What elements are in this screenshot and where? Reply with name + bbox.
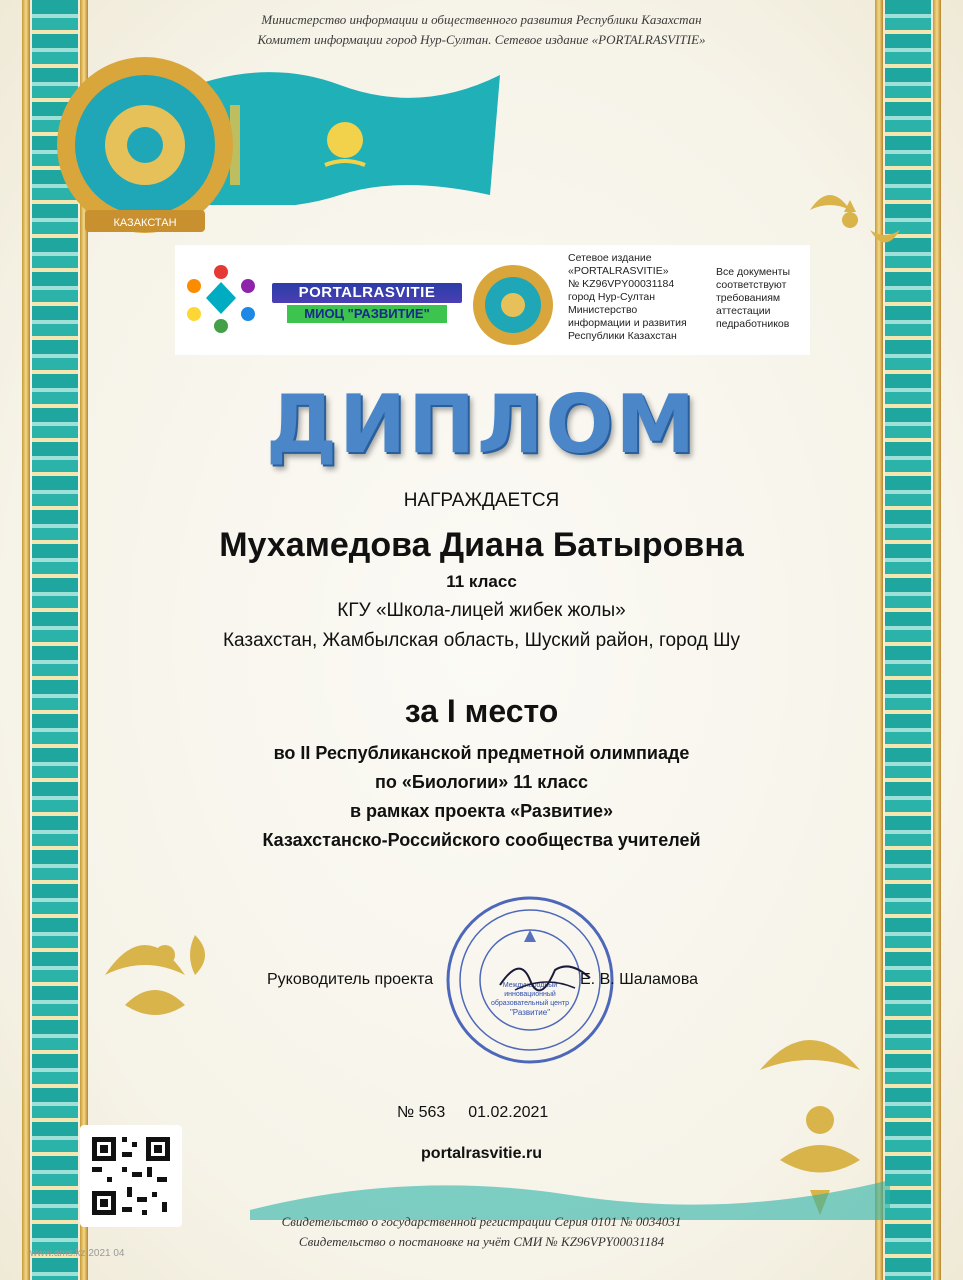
ministry-header-line: Министерство информации и общественного развития Республики Казахстан (261, 12, 702, 27)
event-line: в рамках проекта «Развитие» (349, 801, 614, 821)
state-emblem-icon (30, 40, 260, 240)
portal-people-logo-icon (178, 262, 264, 334)
record-number: № 563 (397, 1104, 446, 1121)
recipient-address: Казахстан, Жамбылская область, Шуский район, город Шу (222, 630, 741, 651)
diploma-title: ДИПЛОМ (265, 378, 698, 471)
committee-header-line: Комитет информации город Нур-Султан. Сетевое издание «PORTALRASVITIE» (257, 32, 706, 47)
award-place: за I место (404, 693, 559, 729)
portal-sub-logo: МИОЦ "РАЗВИТИЕ" (287, 305, 447, 323)
svg-text:"Развитие": "Развитие" (509, 1008, 551, 1017)
event-line: по «Биологии» 11 класс (375, 772, 588, 792)
svg-text:инновационный: инновационный (504, 991, 556, 998)
watermark: www.ams.kz 2021 04 (30, 1248, 125, 1259)
registration-info: Сетевое издание «PORTALRASVITIE» № KZ96VPY00031184 город Нур-Султан Министерство информации и развития Республики Казахстан (568, 252, 687, 342)
teal-wave-bottom (250, 1170, 890, 1220)
svg-text:образовательный центр: образовательный центр (490, 1000, 570, 1007)
website-link[interactable]: portalrasvitie.ru (421, 1145, 542, 1162)
recipient-grade: 11 класс (446, 572, 517, 591)
qr-code[interactable] (80, 1125, 182, 1227)
documents-compliance-info: Все документы соответствуют требованиям аттестации педработников (716, 266, 791, 330)
awarded-label: НАГРАЖДАЕТСЯ (403, 490, 560, 511)
signer-name: Е. В. Шаламова (580, 971, 699, 988)
media-registration-line: Свидетельство о постановке на учёт СМИ № KZ96VPY00031184 (298, 1234, 665, 1249)
small-emblem-icon (470, 262, 556, 348)
svg-text:Международный: Международный (502, 982, 558, 989)
svg-text:КАЗАКСТАН: КАЗАКСТАН (113, 217, 177, 229)
record-date: 01.02.2021 (468, 1104, 549, 1121)
recipient-school: КГУ «Школа-лицей жибек жолы» (337, 600, 626, 621)
event-line: во II Республиканской предметной олимпиаде (273, 743, 690, 763)
record-number-date (397, 1104, 548, 1122)
signature-label: Руководитель проекта (267, 971, 434, 988)
recipient-name: Мухамедова Диана Батыровна (219, 526, 744, 564)
registration-certificate-line: Свидетельство о государственной регистрации Серия 0101 № 0034031 (281, 1214, 682, 1229)
ornament-bottom-left-icon (95, 895, 245, 1045)
event-line: Казахстанско-Российского сообщества учителей (262, 830, 701, 850)
portal-name-logo: PORTALRASVITIE (272, 283, 462, 303)
qr-code-icon (80, 1125, 182, 1227)
